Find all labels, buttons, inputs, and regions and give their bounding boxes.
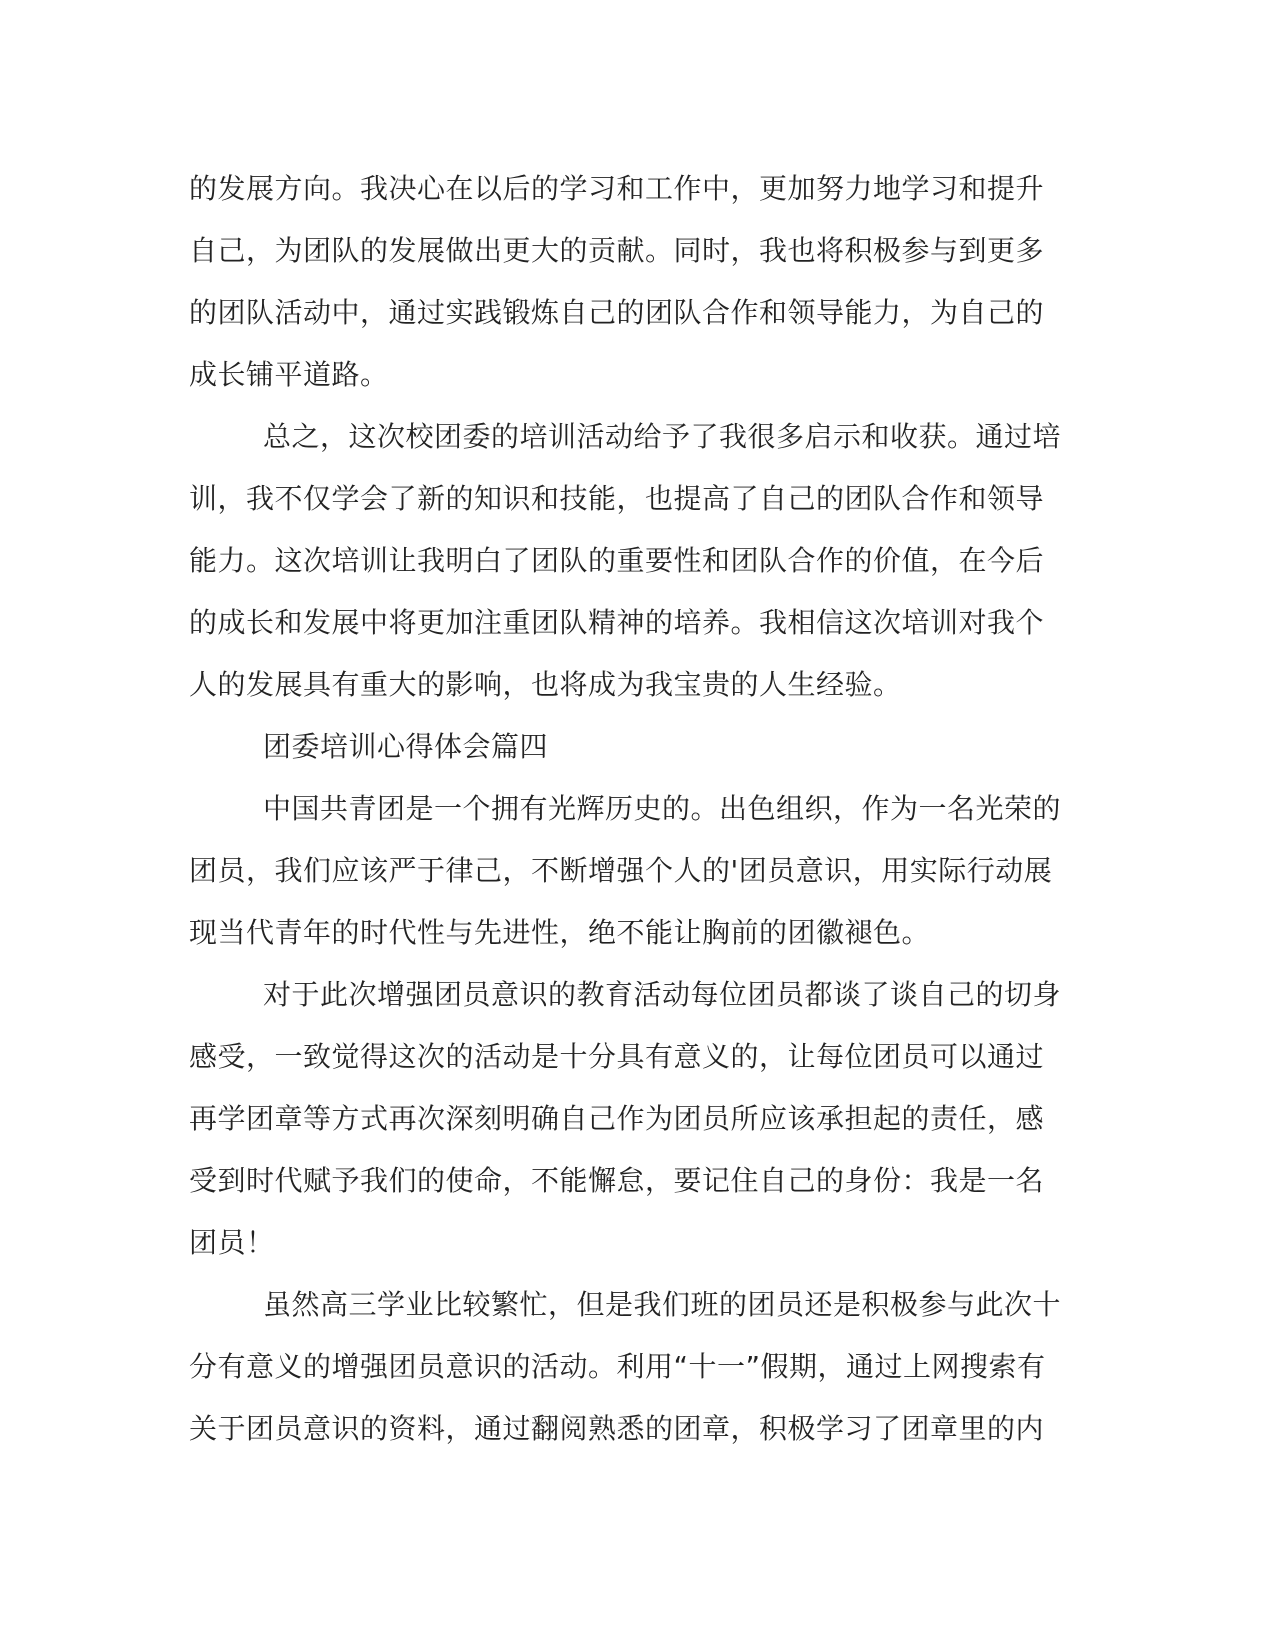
text-line: 受到时代赋予我们的使命，不能懈怠，要记住自己的身份：我是一名 xyxy=(189,1164,1045,1197)
text-line: 总之，这次校团委的培训活动给予了我很多启示和收获。通过培 xyxy=(263,420,1062,453)
text-line: 能力。这次培训让我明白了团队的重要性和团队合作的价值，在今后 xyxy=(189,544,1045,577)
text-line: 成长铺平道路。 xyxy=(189,358,389,391)
text-line: 感受，一致觉得这次的活动是十分具有意义的，让每位团员可以通过 xyxy=(189,1040,1045,1073)
document-body xyxy=(189,158,1089,1460)
text-line: 关于团员意识的资料，通过翻阅熟悉的团章，积极学习了团章里的内 xyxy=(189,1412,1045,1445)
text-line: 现当代青年的时代性与先进性，绝不能让胸前的团徽褪色。 xyxy=(189,916,931,949)
text-line: 团员，我们应该严于律己，不断增强个人的'团员意识，用实际行动展 xyxy=(189,854,1053,887)
section-heading: 团委培训心得体会篇四 xyxy=(263,730,549,763)
text-line: 的发展方向。我决心在以后的学习和工作中，更加努力地学习和提升 xyxy=(189,172,1045,205)
text-line: 人的发展具有重大的影响，也将成为我宝贵的人生经验。 xyxy=(189,668,902,701)
text-line: 的团队活动中，通过实践锻炼自己的团队合作和领导能力，为自己的 xyxy=(189,296,1045,329)
text-line: 自己，为团队的发展做出更大的贡献。同时，我也将积极参与到更多 xyxy=(189,234,1045,267)
text-line: 的成长和发展中将更加注重团队精神的培养。我相信这次培训对我个 xyxy=(189,606,1045,639)
text-line: 团员！ xyxy=(189,1226,275,1259)
text-line: 对于此次增强团员意识的教育活动每位团员都谈了谈自己的切身 xyxy=(263,978,1062,1011)
text-line: 再学团章等方式再次深刻明确自己作为团员所应该承担起的责任，感 xyxy=(189,1102,1045,1135)
text-line: 中国共青团是一个拥有光辉历史的。出色组织，作为一名光荣的 xyxy=(263,792,1062,825)
text-line: 分有意义的增强团员意识的活动。利用“十一”假期，通过上网搜索有 xyxy=(189,1350,1046,1383)
text-line: 虽然高三学业比较繁忙，但是我们班的团员还是积极参与此次十 xyxy=(263,1288,1062,1321)
text-line: 训，我不仅学会了新的知识和技能，也提高了自己的团队合作和领导 xyxy=(189,482,1045,515)
